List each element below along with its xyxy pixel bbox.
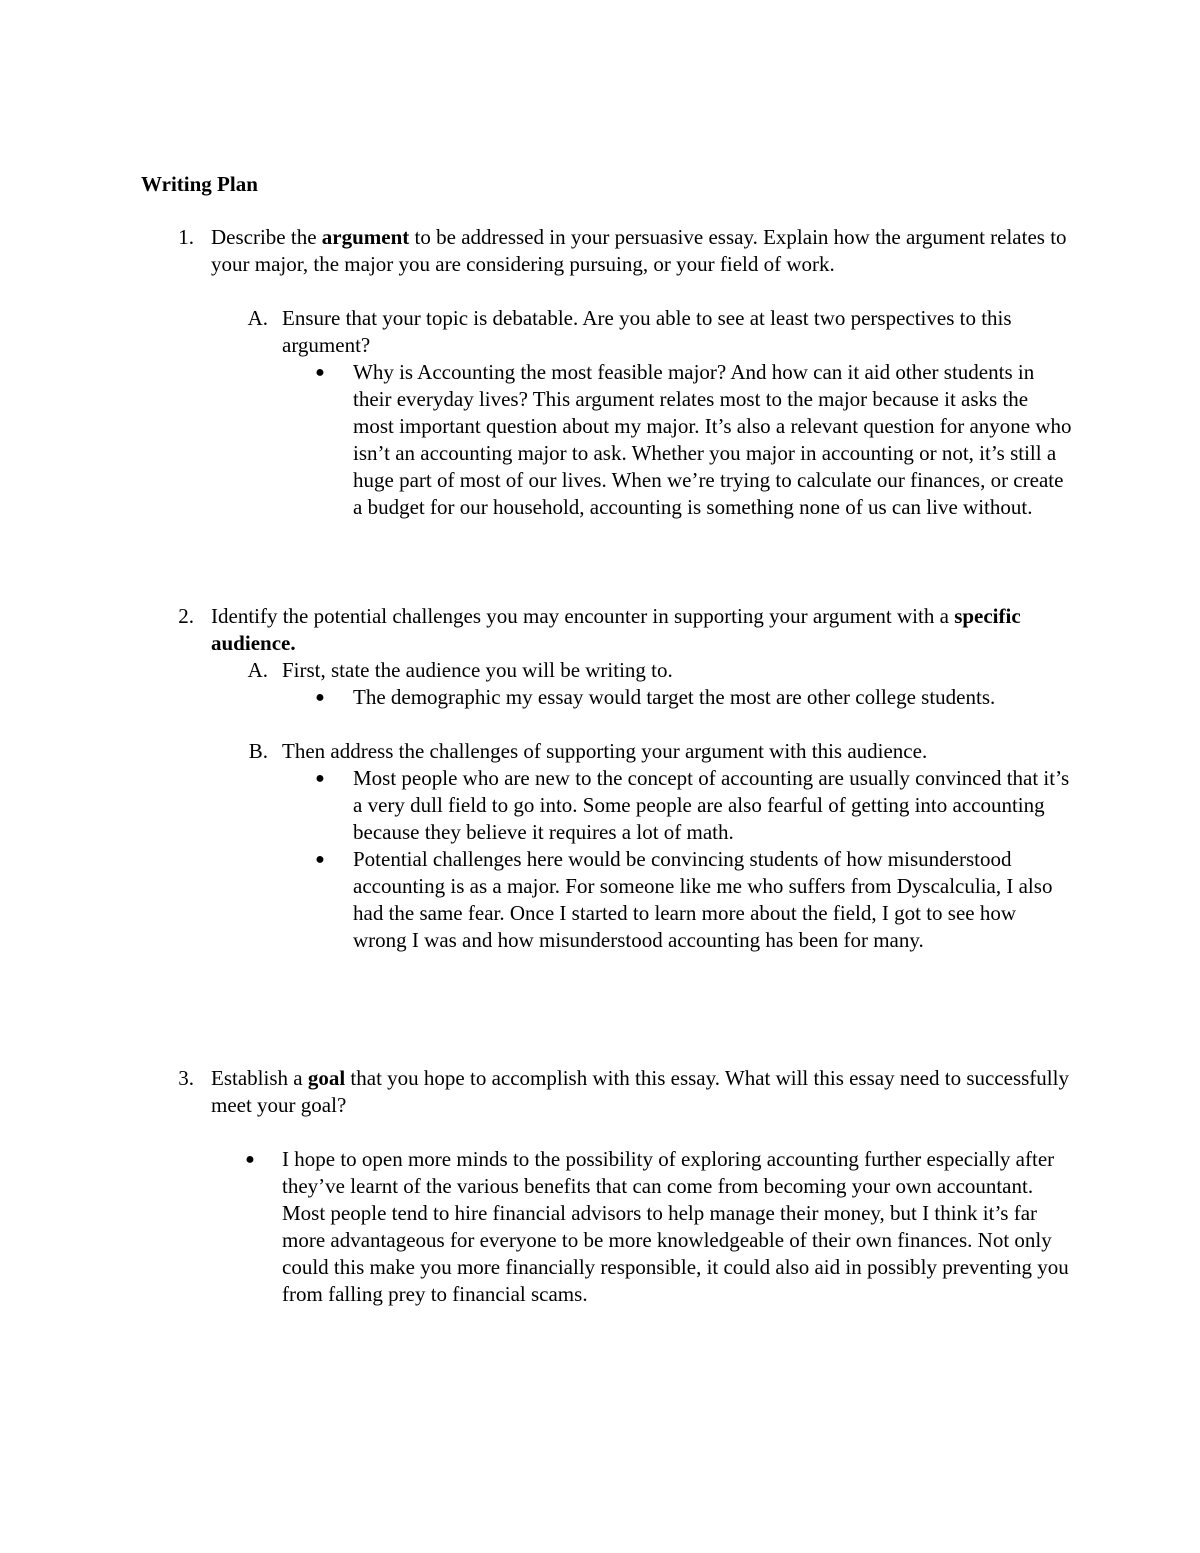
list-letter: A. bbox=[247, 658, 268, 682]
bullet-icon: ● bbox=[315, 364, 325, 381]
question-keyword: argument bbox=[321, 225, 410, 249]
question-text bbox=[211, 224, 1071, 278]
list-number: 2. bbox=[178, 604, 194, 628]
answer-text: Potential challenges here would be convincing students of how misunderstood accounting is as a major. For someone like me who suffers from Dyscalculia, I also had the same fear. Once I started to learn more about the field, I got to see how wrong I was and how misunderstood accounting has been for many. bbox=[353, 847, 1053, 952]
question-keyword: goal bbox=[307, 1066, 346, 1090]
question-text-post: that you hope to accomplish with this essay. What will this essay need to successfully meet your goal? bbox=[211, 1066, 1069, 1117]
question-text bbox=[211, 1065, 1071, 1119]
list-letter: B. bbox=[248, 739, 268, 763]
question-text-pre: Describe the bbox=[211, 225, 322, 249]
bullet-icon: ● bbox=[315, 689, 325, 706]
bullet-icon: ● bbox=[315, 851, 325, 868]
answer-text: Most people who are new to the concept of accounting are usually convinced that it’s a very dull field to go into. Some people are also fearful of getting into accounting because they believe it requires a lot of math. bbox=[353, 766, 1070, 844]
question-text bbox=[211, 603, 1071, 657]
answer-text: Why is Accounting the most feasible major? And how can it aid other students in their everyday lives? This argument relates most to the major because it asks the most important question about my major. It’s also a relevant question for anyone who isn’t an accounting major to ask. Whether you major in accounting or not, it’s still a huge part of most of our lives. When we’re trying to calculate our finances, or create a budget for our household, accounting is something none of us can live without. bbox=[353, 360, 1072, 519]
answer-text: The demographic my essay would target the most are other college students. bbox=[353, 685, 996, 709]
subquestion-text: Ensure that your topic is debatable. Are you able to see at least two perspectives to this argument? bbox=[282, 306, 1012, 357]
page-title: Writing Plan bbox=[141, 172, 258, 196]
subquestion-text: First, state the audience you will be writing to. bbox=[282, 658, 673, 682]
question-text-pre: Establish a bbox=[211, 1066, 308, 1090]
question-text-pre: Identify the potential challenges you may encounter in supporting your argument with a bbox=[211, 604, 955, 628]
list-number: 1. bbox=[178, 225, 194, 249]
subquestion-text: Then address the challenges of supporting your argument with this audience. bbox=[282, 739, 928, 763]
question-keyword: specific audience. bbox=[211, 604, 1021, 655]
list-letter: A. bbox=[247, 306, 268, 330]
question-text-post: to be addressed in your persuasive essay. Explain how the argument relates to your major, the major you are considering pursuing, or your field of work. bbox=[211, 225, 1067, 276]
bullet-icon: ● bbox=[315, 770, 325, 787]
list-number: 3. bbox=[178, 1066, 194, 1090]
bullet-icon: ● bbox=[245, 1151, 255, 1168]
answer-text: I hope to open more minds to the possibility of exploring accounting further especially after they’ve learnt of the various benefits that can come from becoming your own accountant. Most people tend to hire financial advisors to help manage their money, but I think it’s far more advantageous for everyone to be more knowledgeable of their own finances. Not only could this make you more financially responsible, it could also aid in possibly preventing you from falling prey to financial scams. bbox=[282, 1147, 1069, 1306]
